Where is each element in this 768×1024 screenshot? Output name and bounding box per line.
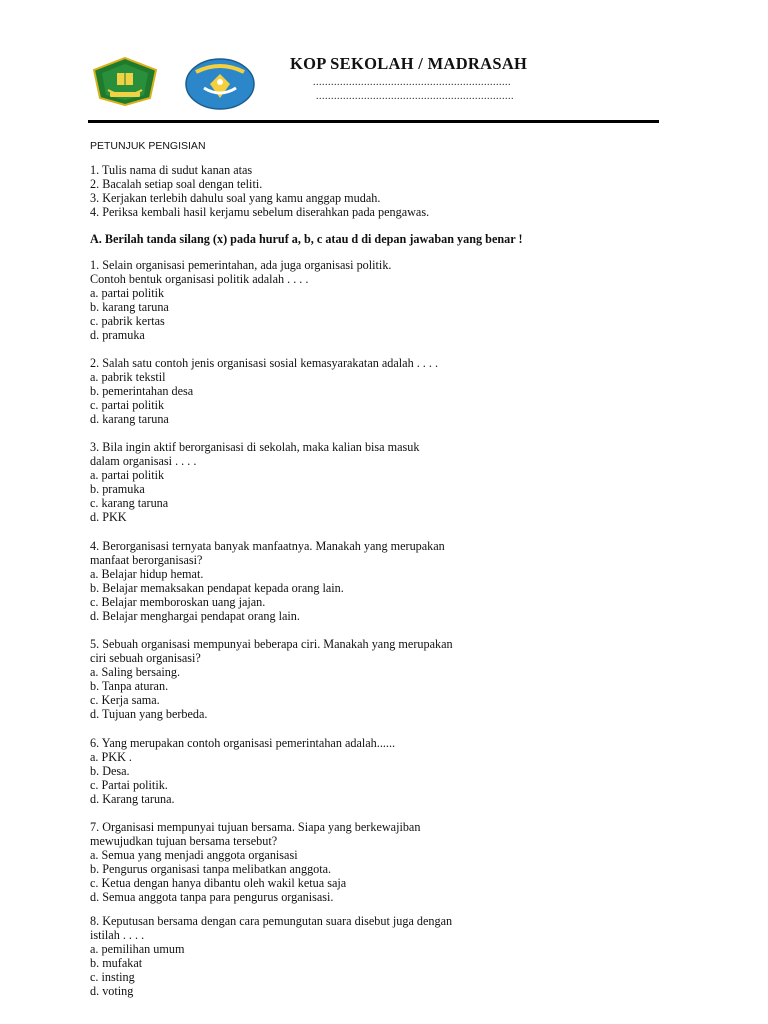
answer-option[interactable]: c. partai politik bbox=[90, 398, 165, 412]
answer-option[interactable]: d. PKK bbox=[90, 510, 127, 524]
answer-option[interactable]: d. pramuka bbox=[90, 328, 145, 342]
answer-option[interactable]: a. Semua yang menjadi anggota organisasi bbox=[90, 848, 298, 862]
letterhead-title: KOP SEKOLAH / MADRASAH bbox=[290, 54, 528, 73]
instruction-item: 4. Periksa kembali hasil kerjamu sebelum diserahkan pada pengawas. bbox=[90, 205, 430, 219]
answer-option[interactable]: c. Belajar memboroskan uang jajan. bbox=[90, 595, 266, 609]
question-text: 6. Yang merupakan contoh organisasi pemerintahan adalah...... bbox=[90, 736, 396, 750]
letterhead-dotted-line-2: .................................................................. bbox=[316, 91, 514, 102]
answer-option[interactable]: b. karang taruna bbox=[90, 300, 169, 314]
answer-option[interactable]: b. mufakat bbox=[90, 956, 143, 970]
answer-option[interactable]: a. Belajar hidup hemat. bbox=[90, 567, 204, 581]
answer-option[interactable]: d. Belajar menghargai pendapat orang lain. bbox=[90, 609, 300, 623]
answer-option[interactable]: a. Saling bersaing. bbox=[90, 665, 181, 679]
answer-option[interactable]: c. Kerja sama. bbox=[90, 693, 160, 707]
question-text: Contoh bentuk organisasi politik adalah . . . . bbox=[90, 272, 309, 286]
question-7 bbox=[90, 820, 420, 904]
question-text: ciri sebuah organisasi? bbox=[90, 651, 201, 665]
tut-wuri-handayani-logo-icon bbox=[184, 58, 256, 110]
question-text: mewujudkan tujuan bersama tersebut? bbox=[90, 834, 278, 848]
question-6 bbox=[90, 736, 395, 806]
answer-option[interactable]: d. karang taruna bbox=[90, 412, 169, 426]
question-text: 7. Organisasi mempunyai tujuan bersama. Siapa yang berkewajiban bbox=[90, 820, 421, 834]
question-text: manfaat berorganisasi? bbox=[90, 553, 203, 567]
answer-option[interactable]: c. Partai politik. bbox=[90, 778, 168, 792]
header-divider bbox=[88, 120, 659, 123]
answer-option[interactable]: a. PKK . bbox=[90, 750, 132, 764]
question-text: 5. Sebuah organisasi mempunyai beberapa ciri. Manakah yang merupakan bbox=[90, 637, 453, 651]
question-4 bbox=[90, 539, 445, 623]
answer-option[interactable]: a. partai politik bbox=[90, 468, 165, 482]
question-text: 2. Salah satu contoh jenis organisasi sosial kemasyarakatan adalah . . . . bbox=[90, 356, 439, 370]
answer-option[interactable]: b. Desa. bbox=[90, 764, 130, 778]
question-2 bbox=[90, 356, 438, 426]
answer-option[interactable]: c. insting bbox=[90, 970, 135, 984]
answer-option[interactable]: c. karang taruna bbox=[90, 496, 169, 510]
answer-option[interactable]: c. Ketua dengan hanya dibantu oleh wakil ketua saja bbox=[90, 876, 347, 890]
question-1 bbox=[90, 258, 391, 342]
instruction-item: 2. Bacalah setiap soal dengan teliti. bbox=[90, 177, 263, 191]
answer-option[interactable]: a. pabrik tekstil bbox=[90, 370, 166, 384]
section-a-heading: A. Berilah tanda silang (x) pada huruf a, b, c atau d di depan jawaban yang benar ! bbox=[90, 232, 523, 246]
question-text: dalam organisasi . . . . bbox=[90, 454, 197, 468]
answer-option[interactable]: b. pramuka bbox=[90, 482, 145, 496]
letterhead-dotted-line-1: .................................................................. bbox=[313, 77, 511, 88]
answer-option[interactable]: c. pabrik kertas bbox=[90, 314, 165, 328]
instruction-item: 1. Tulis nama di sudut kanan atas bbox=[90, 163, 253, 177]
question-text: 4. Berorganisasi ternyata banyak manfaatnya. Manakah yang merupakan bbox=[90, 539, 445, 553]
answer-option[interactable]: d. Karang taruna. bbox=[90, 792, 175, 806]
question-text: 3. Bila ingin aktif berorganisasi di sekolah, maka kalian bisa masuk bbox=[90, 440, 420, 454]
kemenag-logo-icon bbox=[90, 56, 160, 106]
question-3 bbox=[90, 440, 419, 524]
answer-option[interactable]: d. voting bbox=[90, 984, 134, 998]
question-text: 1. Selain organisasi pemerintahan, ada juga organisasi politik. bbox=[90, 258, 392, 272]
question-5 bbox=[90, 637, 453, 721]
answer-option[interactable]: b. pemerintahan desa bbox=[90, 384, 194, 398]
answer-option[interactable]: d. Tujuan yang berbeda. bbox=[90, 707, 208, 721]
instruction-item: 3. Kerjakan terlebih dahulu soal yang kamu anggap mudah. bbox=[90, 191, 381, 205]
answer-option[interactable]: a. pemilihan umum bbox=[90, 942, 185, 956]
answer-option[interactable]: a. partai politik bbox=[90, 286, 165, 300]
question-text: istilah . . . . bbox=[90, 928, 145, 942]
answer-option[interactable]: d. Semua anggota tanpa para pengurus organisasi. bbox=[90, 890, 334, 904]
instructions-title: PETUNJUK PENGISIAN bbox=[90, 140, 206, 152]
question-8 bbox=[90, 914, 452, 998]
question-text: 8. Keputusan bersama dengan cara pemungutan suara disebut juga dengan bbox=[90, 914, 453, 928]
answer-option[interactable]: b. Pengurus organisasi tanpa melibatkan anggota. bbox=[90, 862, 332, 876]
answer-option[interactable]: b. Tanpa aturan. bbox=[90, 679, 169, 693]
instructions-list bbox=[90, 163, 429, 219]
answer-option[interactable]: b. Belajar memaksakan pendapat kepada orang lain. bbox=[90, 581, 344, 595]
